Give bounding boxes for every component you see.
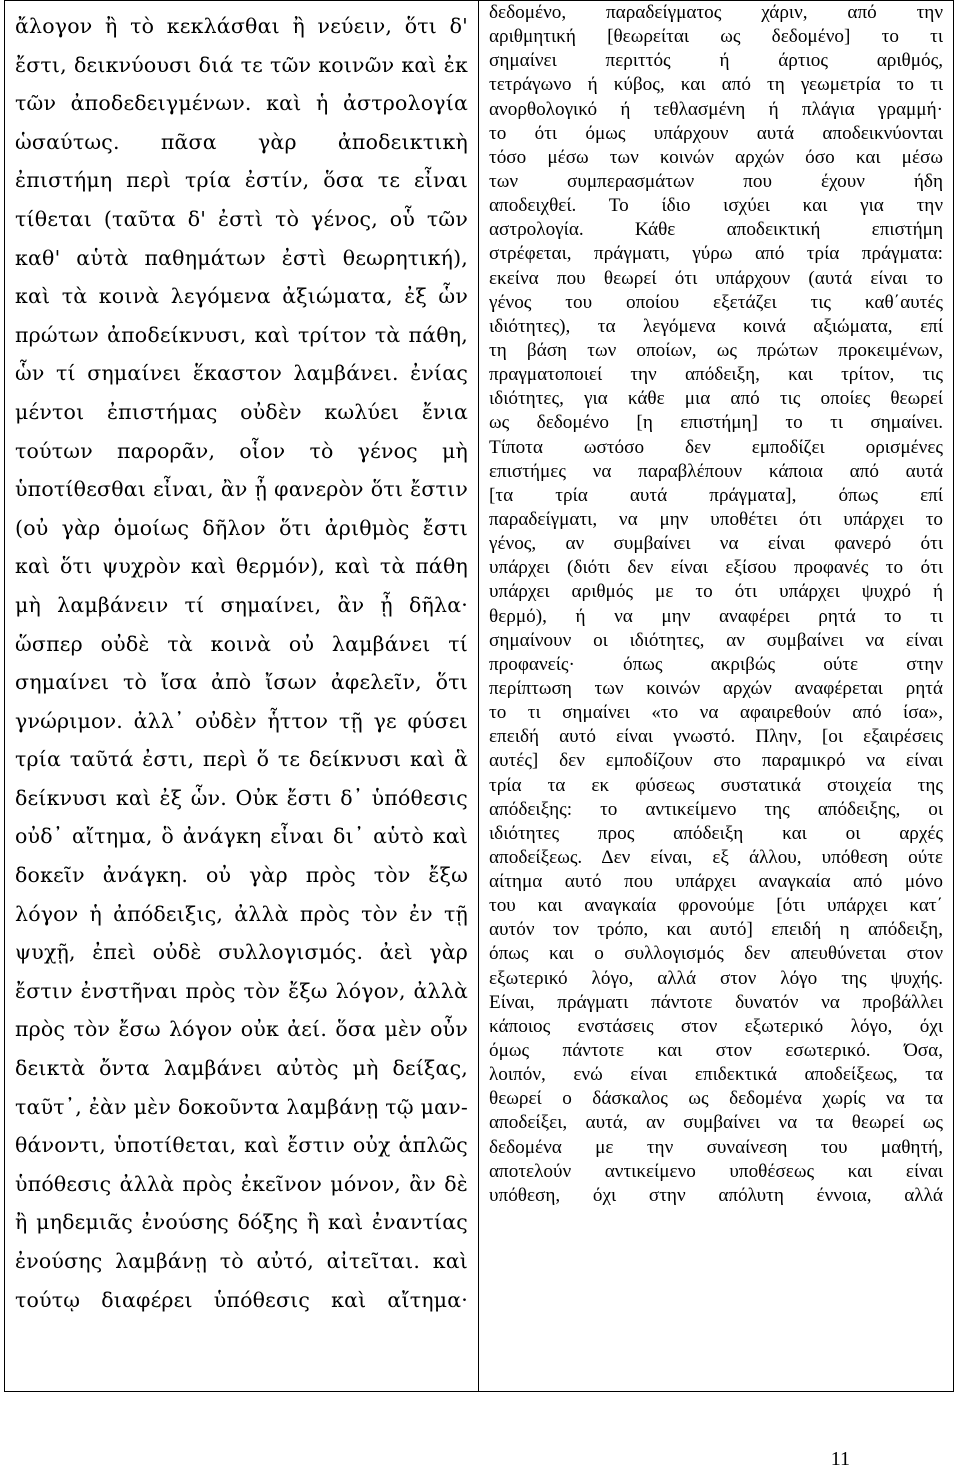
ancient-text-line: ὧν τί σημαίνει ἕκαστον λαμβάνει. ἐνίας [15, 361, 468, 386]
ancient-text-line: ἐπιστήμη περὶ τρία ἐστίν, ὅσα τε εἶναι [15, 168, 468, 193]
modern-text-line: σημαίνει περιττός ή άρτιος αριθμός, [489, 50, 943, 72]
modern-text-line: εκείνα που θεωρεί ότι υπάρχουν (αυτά είναι το [489, 267, 943, 289]
ancient-text-line: καὶ τὰ κοινὰ λεγόμενα ἀξιώματα, ἐξ ὧν [15, 284, 468, 309]
modern-text-line: ιδιότητες προς απόδειξη και οι αρχές [489, 822, 943, 844]
modern-text-line: το τι σημαίνει «το να αφαιρεθούν από ίσα», [489, 702, 943, 724]
ancient-text-line: ὥσπερ οὐδὲ τὰ κοινὰ οὐ λαμβάνει τί [15, 631, 468, 656]
ancient-text-line: τῶν ἀποδεδειγμένων. καὶ ἡ ἀστρολογία [15, 91, 468, 116]
ancient-text-line: πρώτων ἀποδείκνυσι, καὶ τρίτον τὰ πάθη, [15, 322, 468, 347]
modern-text-line: τη βάση των οποίων, ως πρώτων προκειμένων, [489, 339, 943, 361]
ancient-text-line: μέντοι ἐπιστήμας οὐδὲν κωλύει ἔνια [15, 399, 468, 424]
modern-text-line: των συμπερασμάτων που έχουν ήδη [489, 170, 943, 192]
modern-text-line: επιστήμες να παραβλέπουν κάποια από αυτά [489, 460, 943, 482]
ancient-text-line: ἢ μηδεμιᾶς ἐνούσης δόξης ἢ καὶ ἐναντίας [15, 1210, 468, 1235]
ancient-text-line: ἔστι, δεικνύουσι διά τε τῶν κοινῶν καὶ ἐκ [15, 52, 468, 77]
ancient-text-line: ταῦτ᾽, ἐὰν μὲν δοκοῦντα λαμβάνῃ τῷ μαν- [15, 1094, 468, 1119]
modern-text-line: θερμό), ή να μην αναφέρει ρητά το τι [489, 605, 943, 627]
ancient-text-line: μὴ λαμβάνειν τί σημαίνει, ἂν ᾖ δῆλα· [15, 592, 468, 617]
ancient-text-line: τρία ταῦτά ἐστι, περὶ ὅ τε δείκνυσι καὶ ἃ [15, 747, 468, 772]
ancient-text-line: δείκνυσι καὶ ἐξ ὧν. Οὐκ ἔστι δ᾽ ὑπόθεσις [15, 785, 468, 810]
modern-text-line: αστρολογία. Κάθε αποδεικτική επιστήμη [489, 219, 943, 241]
modern-text-line: υπόθεση, όχι στην απόλυτη έννοια, αλλά [489, 1184, 943, 1206]
modern-text-line: ιδιότητες, για κάθε μια από τις οποίες θεωρεί [489, 388, 943, 410]
modern-text-line: λοιπόν, ενώ είναι επιδεκτικά αποδείξεως, τα [489, 1064, 943, 1086]
modern-text-line: Τίποτα ωστόσο δεν εμποδίζει ορισμένες [489, 436, 943, 458]
modern-text-line: σημαίνουν οι ιδιότητες, αν συμβαίνει να είναι [489, 629, 943, 651]
modern-text-line: γένος του οποίου εξετάζει τις καθ΄αυτές [489, 291, 943, 313]
bilingual-text-table [4, 0, 954, 1392]
modern-text-line: αίτημα αυτό που υπάρχει αναγκαία από μόνο [489, 871, 943, 893]
modern-text-line: αποδειχθεί. Το ίδιο ισχύει και για την [489, 195, 943, 217]
ancient-text-line: ἄλογον ἢ τὸ κεκλάσθαι ἢ νεύειν, ὅτι δ' [15, 14, 468, 38]
modern-text-line: θεωρεί ο δάσκαλος ως δεδομένα χωρίς να τα [489, 1088, 943, 1110]
modern-text-line: στρέφεται, πράγματι, γύρω από τρία πράγματα: [489, 243, 943, 265]
ancient-text-line: τούτων παρορᾶν, οἷον τὸ γένος μὴ [15, 438, 468, 463]
ancient-text-line: ὑποτίθεσθαι εἶναι, ἂν ᾖ φανερὸν ὅτι ἔστιν [15, 477, 468, 502]
ancient-text-line: ὑπόθεσις ἀλλὰ πρὸς ἐκεῖνον μόνον, ἂν δὲ [15, 1171, 468, 1196]
modern-text-line: παραδείγματι, να μην υποθέτει ότι υπάρχει το [489, 508, 943, 530]
ancient-text-line: τίθεται (ταῦτα δ' ἐστὶ τὸ γένος, οὗ τῶν [15, 206, 468, 231]
modern-text-line: όπως και ο συλλογισμός δεν απευθύνεται στον [489, 943, 943, 965]
modern-text-line: αποδείξεως. Δεν είναι, εξ άλλου, υπόθεση ούτε [489, 846, 943, 868]
ancient-text-line: ὡσαύτως. πᾶσα γὰρ ἀποδεικτικὴ [15, 129, 468, 154]
ancient-text-line: σημαίνει τὸ ἴσα ἀπὸ ἴσων ἀφελεῖν, ὅτι [15, 670, 468, 695]
modern-text-line: αποτελούν αντικείμενο υποθέσεως και είναι [489, 1160, 943, 1182]
page-number: 11 [830, 1448, 850, 1470]
ancient-text-line: καθ' αὑτὰ παθημάτων ἐστὶ θεωρητική), [15, 245, 468, 270]
ancient-text-line: ἔστιν ἐνστῆναι πρὸς τὸν ἔξω λόγον, ἀλλὰ [15, 978, 468, 1003]
modern-greek-column [479, 1, 953, 1391]
modern-text-line: τρία τα εκ φύσεως συστατικά στοιχεία της [489, 774, 943, 796]
ancient-text-line: λόγον ἡ ἀπόδειξις, ἀλλὰ πρὸς τὸν ἐν τῇ [15, 901, 468, 926]
modern-text-line: [τα τρία αυτά πράγματα], όπως επί [489, 484, 943, 506]
modern-text-line: δεδομένα με την συναίνεση του μαθητή, [489, 1136, 943, 1158]
modern-text-line: γένος, αν συμβαίνει να είναι φανερό ότι [489, 533, 943, 555]
ancient-text-line: ἐνούσης λαμβάνῃ τὸ αὐτό, αἰτεῖται. καὶ [15, 1249, 468, 1273]
modern-text-line: αυτόν τον τρόπο, και αυτό] επειδή η απόδειξη, [489, 919, 943, 941]
modern-text-line: υπάρχει (διότι δεν είναι εξίσου προφανές το ότι [489, 557, 943, 579]
ancient-text-line: δοκεῖν ἀνάγκη. οὐ γὰρ πρὸς τὸν ἔξω [15, 863, 468, 888]
modern-text-line: επειδή αυτό είναι γνωστό. Πλην, [οι εξαιρέσεις [489, 726, 943, 748]
ancient-text-line: πρὸς τὸν ἔσω λόγον οὐκ ἀεί. ὅσα μὲν οὖν [15, 1017, 468, 1042]
modern-text-line: υπάρχει αριθμός με το ότι υπάρχει ψυχρό ή [489, 581, 943, 603]
modern-text-line: ως δεδομένο [η επιστήμη] το τι σημαίνει. [489, 412, 943, 434]
ancient-text-line: καὶ ὅτι ψυχρὸν καὶ θερμόν), καὶ τὰ πάθη [15, 554, 468, 579]
ancient-text-line: θάνοντι, ὑποτίθεται, καὶ ἔστιν οὐχ ἁπλῶς [15, 1133, 468, 1158]
modern-text-line: απόδειξης: το αντικείμενο της απόδειξης, οι [489, 798, 943, 820]
ancient-text-line: οὐδ᾽ αἴτημα, ὃ ἀνάγκη εἶναι δι᾽ αὑτὸ καὶ [15, 824, 468, 849]
ancient-text-line: γνώριμον. ἀλλ᾽ οὐδὲν ἧττον τῇ γε φύσει [15, 708, 468, 733]
modern-text-line: αποδείξει, αυτά, αν συμβαίνει να τα θεωρεί ως [489, 1112, 943, 1134]
modern-text-line: πραγματοποιεί την απόδειξη, και τρίτον, τις [489, 364, 943, 386]
modern-text-line: δεδομένο, παραδείγματος χάριν, από την [489, 2, 943, 23]
modern-text-line: εξωτερικό λόγο, αλλά στον λόγο της ψυχής. [489, 967, 943, 989]
ancient-text-line: (οὐ γὰρ ὁμοίως δῆλον ὅτι ἀριθμὸς ἔστι [15, 515, 468, 540]
modern-text-line: περίπτωση των κοινών αρχών αναφέρεται ρητά [489, 677, 943, 699]
ancient-text-line: ψυχῇ, ἐπεὶ οὐδὲ συλλογισμός. ἀεὶ γὰρ [15, 940, 468, 965]
modern-text-line: του και αναγκαία φρονούμε [ότι υπάρχει κατ΄ [489, 895, 943, 917]
modern-text-line: τόσο μέσω των κοινών αρχών όσο και μέσω [489, 146, 943, 168]
modern-text-line: ανορθολογικό ή τεθλασμένη ή πλάγια γραμμή· [489, 98, 943, 120]
modern-text-line: όμως πάντοτε και στον εσωτερικό. Όσα, [489, 1040, 943, 1062]
modern-text-line: αριθμητική [θεωρείται ως δεδομένο] το τι [489, 26, 943, 48]
modern-text-line: κάποιος ενστάσεις στον εξωτερικό λόγο, όχι [489, 1015, 943, 1037]
modern-text-line: ιδιότητες), τα λεγόμενα κοινά αξιώματα, επί [489, 315, 943, 337]
modern-text-line: αυτές] δεν εμποδίζουν στο παραμικρό να είναι [489, 750, 943, 772]
ancient-text-line: δεικτὰ ὄντα λαμβάνει αὐτὸς μὴ δείξας, [15, 1056, 468, 1081]
modern-text-line: Είναι, πράγματι πάντοτε δυνατόν να προβάλλει [489, 991, 943, 1013]
ancient-greek-column [5, 1, 479, 1391]
modern-text-line: το ότι όμως υπάρχουν αυτά αποδεικνύονται [489, 122, 943, 144]
modern-text-line: προφανείς· όπως ακριβώς ούτε στην [489, 653, 943, 675]
modern-text-line: τετράγωνο ή κύβος, και από τη γεωμετρία το τι [489, 74, 943, 96]
ancient-text-line: τούτῳ διαφέρει ὑπόθεσις καὶ αἴτημα· [15, 1287, 468, 1312]
